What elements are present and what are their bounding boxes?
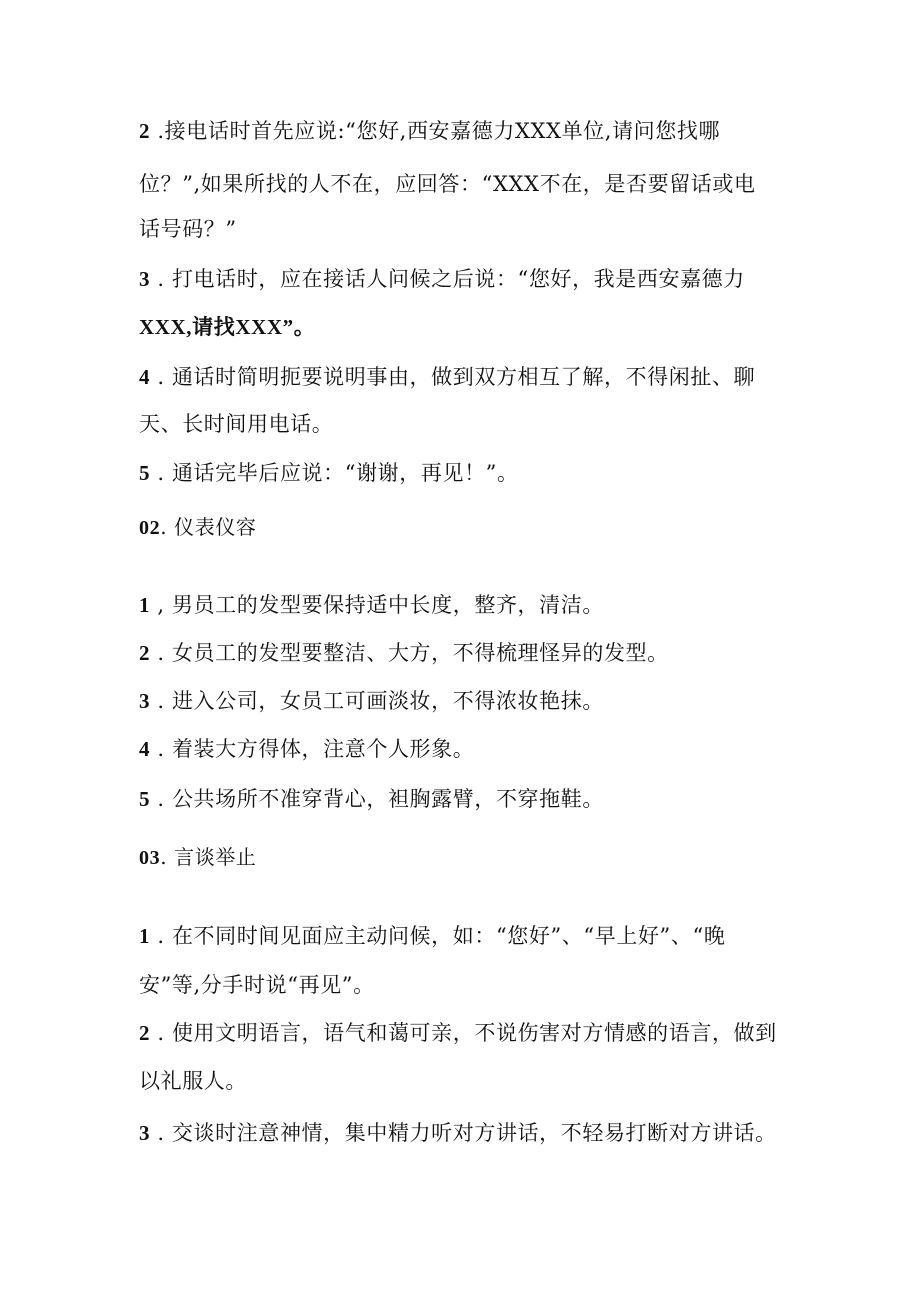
item-text: . 使用文明语言，语气和蔼可亲，不说伤害对方情感的语言，做到 [157, 1021, 777, 1045]
paragraph-line [139, 459, 799, 487]
item-text: . 打电话时，应在接话人问候之后说：“您好，我是西安嘉德力 [157, 267, 745, 291]
item-number: 2 [139, 1021, 151, 1045]
item-text: , 男员工的发型要保持适中长度，整齐，清洁。 [157, 593, 604, 617]
section-number: 03 [139, 847, 161, 869]
paragraph-line [139, 971, 799, 999]
section-heading [139, 513, 799, 542]
item-number: 5 [139, 787, 151, 811]
paragraph-line [139, 215, 799, 243]
item-number: 3 [139, 689, 151, 713]
item-text: . 在不同时间见面应主动问候，如：“您好”、“早上好”、“晚 [157, 924, 726, 948]
paragraph-line [139, 313, 799, 341]
item-text: . 通话完毕后应说：“谢谢，再见！”。 [157, 461, 519, 485]
list-item [139, 687, 799, 715]
section-heading [139, 843, 799, 872]
list-item [139, 785, 799, 813]
section-title: . 仪表仪容 [160, 515, 257, 539]
item-text: 天、长时间用电话。 [139, 412, 334, 436]
item-text: . 通话时简明扼要说明事由，做到双方相互了解，不得闲扯、聊 [157, 365, 756, 389]
section-number: 02 [139, 517, 161, 539]
item-number: 2 [139, 641, 151, 665]
list-item [139, 735, 799, 763]
section-title: . 言谈举止 [160, 845, 257, 869]
item-text: XXX,请找XXX”。 [139, 315, 316, 339]
list-item [139, 1119, 799, 1147]
item-number: 2 [139, 119, 151, 143]
paragraph-line [139, 410, 799, 438]
item-text: . 女员工的发型要整洁、大方，不得梳理怪异的发型。 [157, 641, 669, 665]
paragraph-line [139, 363, 799, 391]
item-number: 1 [139, 593, 151, 617]
item-number: 3 [139, 1121, 151, 1145]
item-number: 4 [139, 365, 151, 389]
item-number: 4 [139, 737, 151, 761]
list-item [139, 591, 799, 619]
list-item [139, 1019, 799, 1047]
paragraph-line [139, 170, 799, 198]
item-text: . 着装大方得体，注意个人形象。 [157, 737, 475, 761]
item-text: . 公共场所不准穿背心，袒胸露臂，不穿拖鞋。 [157, 787, 604, 811]
item-number: 1 [139, 924, 151, 948]
item-text: . 交谈时注意神情，集中精力听对方讲话，不轻易打断对方讲话。 [157, 1121, 777, 1145]
list-item [139, 922, 799, 950]
paragraph-line [139, 1067, 799, 1095]
item-number: 3 [139, 267, 151, 291]
item-text: 位？”,如果所找的人不在，应回答：“XXX不在，是否要留话或电 [139, 172, 756, 196]
paragraph-line [139, 265, 799, 293]
item-number: 5 [139, 461, 151, 485]
paragraph-line [139, 117, 799, 145]
item-text: .接电话时首先应说:“您好,西安嘉德力XXX单位,请问您找哪 [157, 119, 721, 143]
item-text: . 进入公司，女员工可画淡妆，不得浓妆艳抹。 [157, 689, 604, 713]
list-item [139, 639, 799, 667]
item-text: 以礼服人。 [139, 1069, 247, 1093]
item-text: 话号码？” [139, 217, 237, 241]
item-text: 安”等,分手时说“再见”。 [139, 973, 375, 997]
